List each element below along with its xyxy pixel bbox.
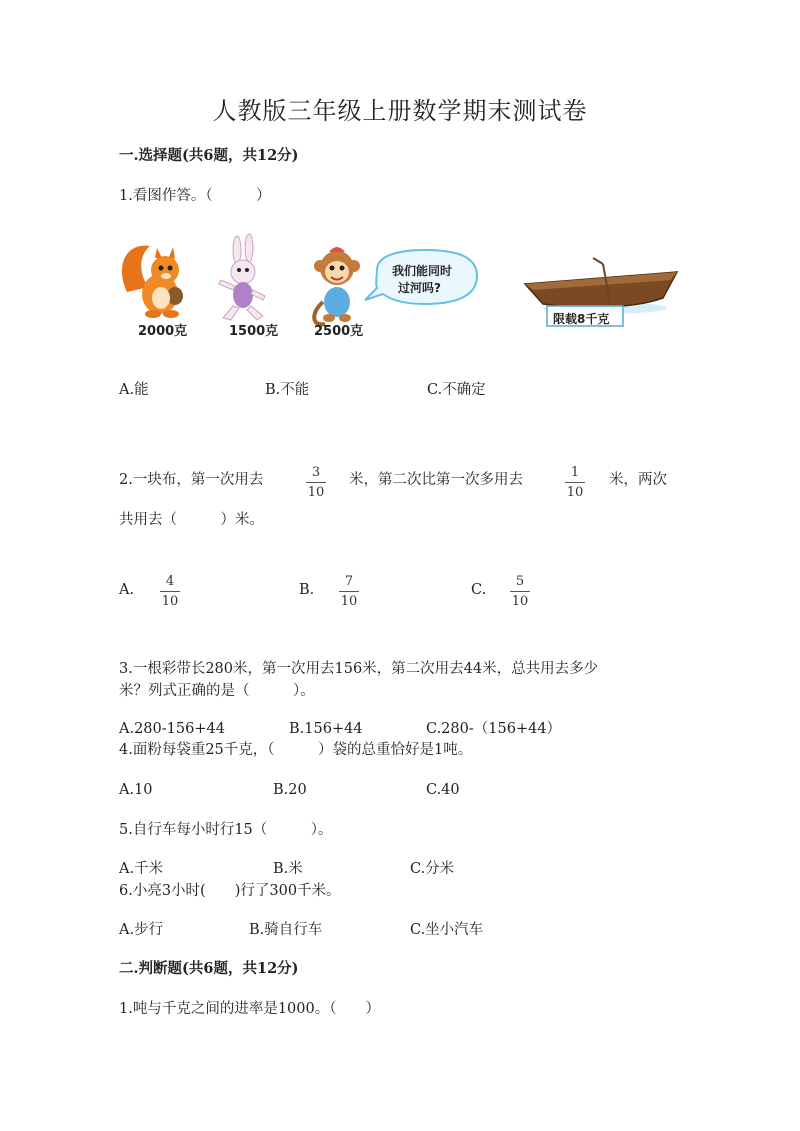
question-3-line-1: 3.一根彩带长280米，第一次用去156米，第二次用去44米，总共用去多少 bbox=[119, 661, 599, 677]
page-title: 人教版三年级上册数学期末测试卷 bbox=[212, 97, 588, 125]
speech-line-2: 过河吗? bbox=[398, 281, 441, 295]
q2-option-a-fraction bbox=[160, 575, 180, 608]
question-2-part-1: 2.一块布，第一次用去 bbox=[119, 472, 264, 488]
q2-option-b-label[interactable]: B. bbox=[299, 582, 315, 598]
speech-line-1: 我们能同时 bbox=[392, 264, 453, 278]
question-1-figure bbox=[115, 232, 685, 347]
q2-fraction-2 bbox=[565, 466, 585, 499]
q2-option-b-fraction bbox=[339, 575, 359, 608]
q2-option-c-fraction bbox=[510, 575, 530, 608]
q2-fraction-1 bbox=[306, 466, 326, 499]
q3-option-a[interactable]: A.280-156+44 bbox=[119, 721, 225, 737]
q5-option-c[interactable]: C.分米 bbox=[410, 861, 455, 877]
q3-option-c[interactable]: C.280-（156+44） bbox=[426, 721, 562, 737]
q4-option-a[interactable]: A.10 bbox=[119, 782, 153, 798]
judgement-1-stem: 1.吨与千克之间的进率是1000。（ ） bbox=[119, 1001, 380, 1017]
q5-option-a[interactable]: A.千米 bbox=[119, 861, 164, 877]
q3-option-b[interactable]: B.156+44 bbox=[289, 721, 363, 737]
question-1-stem: 1.看图作答。（ ） bbox=[119, 188, 271, 204]
q5-option-b[interactable]: B.米 bbox=[273, 861, 303, 877]
q1-option-b[interactable]: B.不能 bbox=[265, 382, 310, 398]
fraction-denominator: 10 bbox=[307, 485, 325, 500]
q6-option-c[interactable]: C.坐小汽车 bbox=[410, 922, 484, 938]
q2-option-c-label[interactable]: C. bbox=[471, 582, 487, 598]
boat-capacity-label: 限载8千克 bbox=[553, 312, 610, 326]
monkey-weight-label: 2500克 bbox=[314, 324, 364, 339]
fraction-denominator: 10 bbox=[340, 594, 358, 609]
q4-option-b[interactable]: B.20 bbox=[273, 782, 307, 798]
fraction-numerator: 3 bbox=[311, 465, 321, 480]
fraction-numerator: 1 bbox=[570, 465, 580, 480]
fraction-numerator: 5 bbox=[515, 574, 525, 589]
monkey-icon bbox=[314, 247, 360, 324]
section-heading-choice: 一.选择题(共6题，共12分) bbox=[119, 147, 299, 164]
q4-option-c[interactable]: C.40 bbox=[426, 782, 460, 798]
q1-option-c[interactable]: C.不确定 bbox=[427, 382, 486, 398]
q2-option-a-label[interactable]: A. bbox=[119, 582, 135, 598]
q6-option-b[interactable]: B.骑自行车 bbox=[249, 922, 323, 938]
question-2-part-2: 米，第二次比第一次多用去 bbox=[349, 472, 523, 488]
section-heading-judgement: 二.判断题(共6题，共12分) bbox=[119, 960, 299, 977]
question-4-stem: 4.面粉每袋重25千克，（ ）袋的总重恰好是1吨。 bbox=[119, 742, 473, 758]
question-3-line-2: 米？列式正确的是（ ）。 bbox=[119, 683, 315, 699]
question-5-stem: 5.自行车每小时行15（ ）。 bbox=[119, 822, 333, 838]
q1-option-a[interactable]: A.能 bbox=[119, 382, 149, 398]
fraction-numerator: 4 bbox=[165, 574, 175, 589]
fraction-numerator: 7 bbox=[344, 574, 354, 589]
question-2-line-2: 共用去（ ）米。 bbox=[119, 512, 264, 528]
rabbit-weight-label: 1500克 bbox=[229, 324, 279, 339]
fraction-denominator: 10 bbox=[161, 594, 179, 609]
question-2-part-3: 米，两次 bbox=[609, 472, 667, 488]
squirrel-icon bbox=[122, 246, 183, 318]
rabbit-icon bbox=[219, 234, 265, 320]
question-6-stem: 6.小亮3小时( )行了300千米。 bbox=[119, 883, 341, 899]
q6-option-a[interactable]: A.步行 bbox=[119, 922, 164, 938]
fraction-denominator: 10 bbox=[511, 594, 529, 609]
squirrel-weight-label: 2000克 bbox=[138, 324, 188, 339]
fraction-denominator: 10 bbox=[566, 485, 584, 500]
